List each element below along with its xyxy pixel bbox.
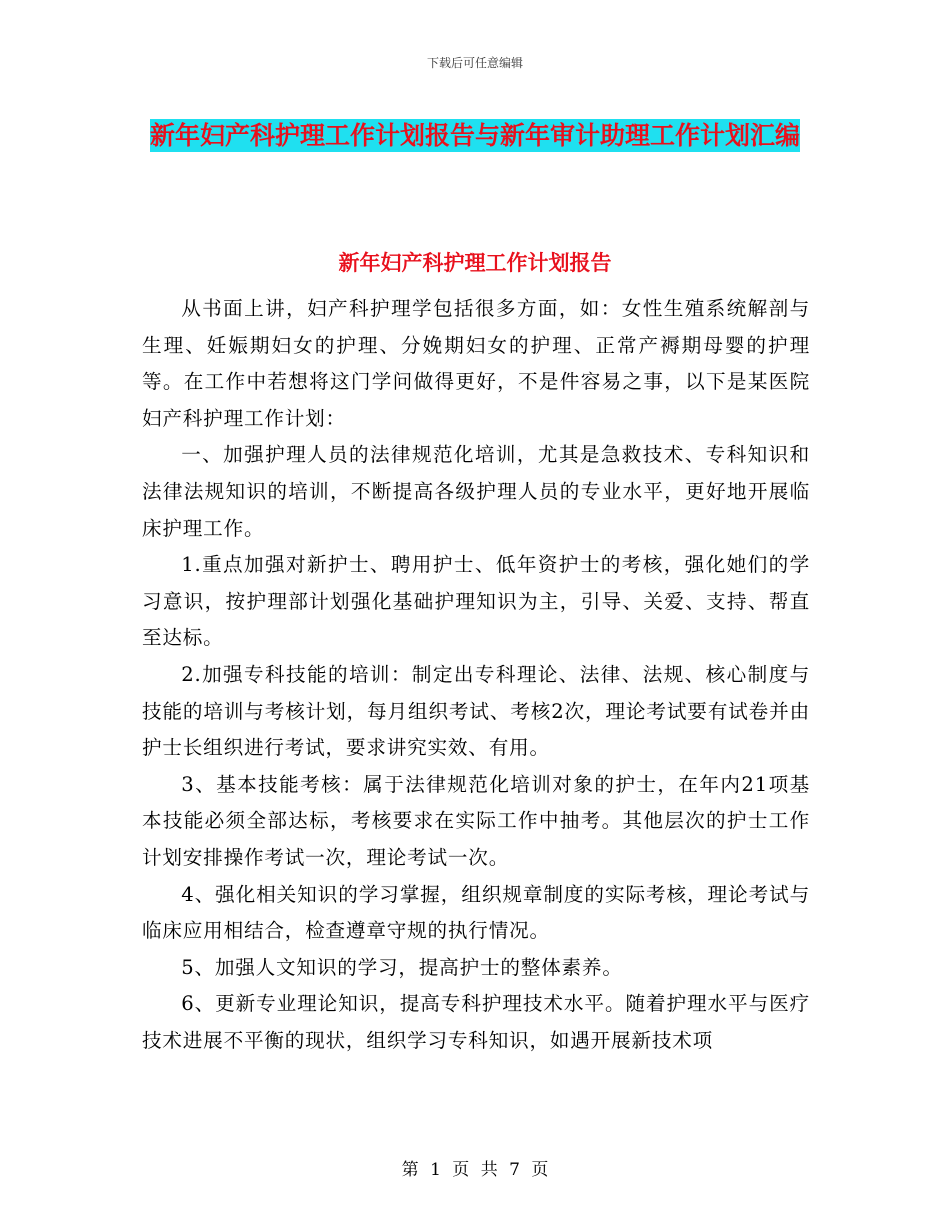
document-title-text: 新年妇产科护理工作计划报告与新年审计助理工作计划汇编 (149, 121, 800, 150)
section-title: 新年妇产科护理工作计划报告 (338, 250, 612, 275)
paragraph-item-1-1: 1.重点加强对新护士、聘用护士、低年资护士的考核，强化她们的学习意识，按护理部计划强化基础护理知识为主，引导、关爱、支持、帮直至达标。 (142, 553, 810, 650)
page-number-footer: 第 1 页 共 7 页 (401, 1160, 549, 1180)
paragraph-intro: 从书面上讲，妇产科护理学包括很多方面，如：女性生殖系统解剖与生理、妊娠期妇女的护理、分娩期妇女的护理、正常产褥期母婴的护理等。在工作中若想将这门学问做得更好，不是件容易之事，以下是某医院妇产科护理工作计划： (142, 297, 810, 430)
paragraph-item-3: 3、基本技能考核：属于法律规范化培训对象的护士，在年内21项基本技能必须全部达标，考核要求在实际工作中抽考。其他层次的护士工作计划安排操作考试一次，理论考试一次。 (142, 772, 810, 869)
document-body (142, 291, 810, 1059)
paragraph-item-6: 6、更新专业理论知识，提高专科护理技术水平。随着护理水平与医疗技术进展不平衡的现状，组织学习专科知识，如遇开展新技术项 (142, 992, 810, 1052)
paragraph-item-5: 5、加强人文知识的学习，提高护士的整体素养。 (181, 955, 623, 979)
paragraph-item-1: 一、加强护理人员的法律规范化培训，尤其是急救技术、专科知识和法律法规知识的培训，不断提高各级护理人员的专业水平，更好地开展临床护理工作。 (142, 443, 810, 540)
header-note: 下载后可任意编辑 (426, 56, 523, 70)
paragraph-item-1-2: 2.加强专科技能的培训：制定出专科理论、法律、法规、核心制度与技能的培训与考核计划，每月组织考试、考核2次，理论考试要有试卷并由护士长组织进行考试，要求讲究实效、有用。 (142, 662, 810, 760)
document-title (140, 108, 810, 163)
paragraph-item-4: 4、强化相关知识的学习掌握，组织规章制度的实际考核，理论考试与临床应用相结合，检查遵章守规的执行情况。 (142, 882, 810, 943)
